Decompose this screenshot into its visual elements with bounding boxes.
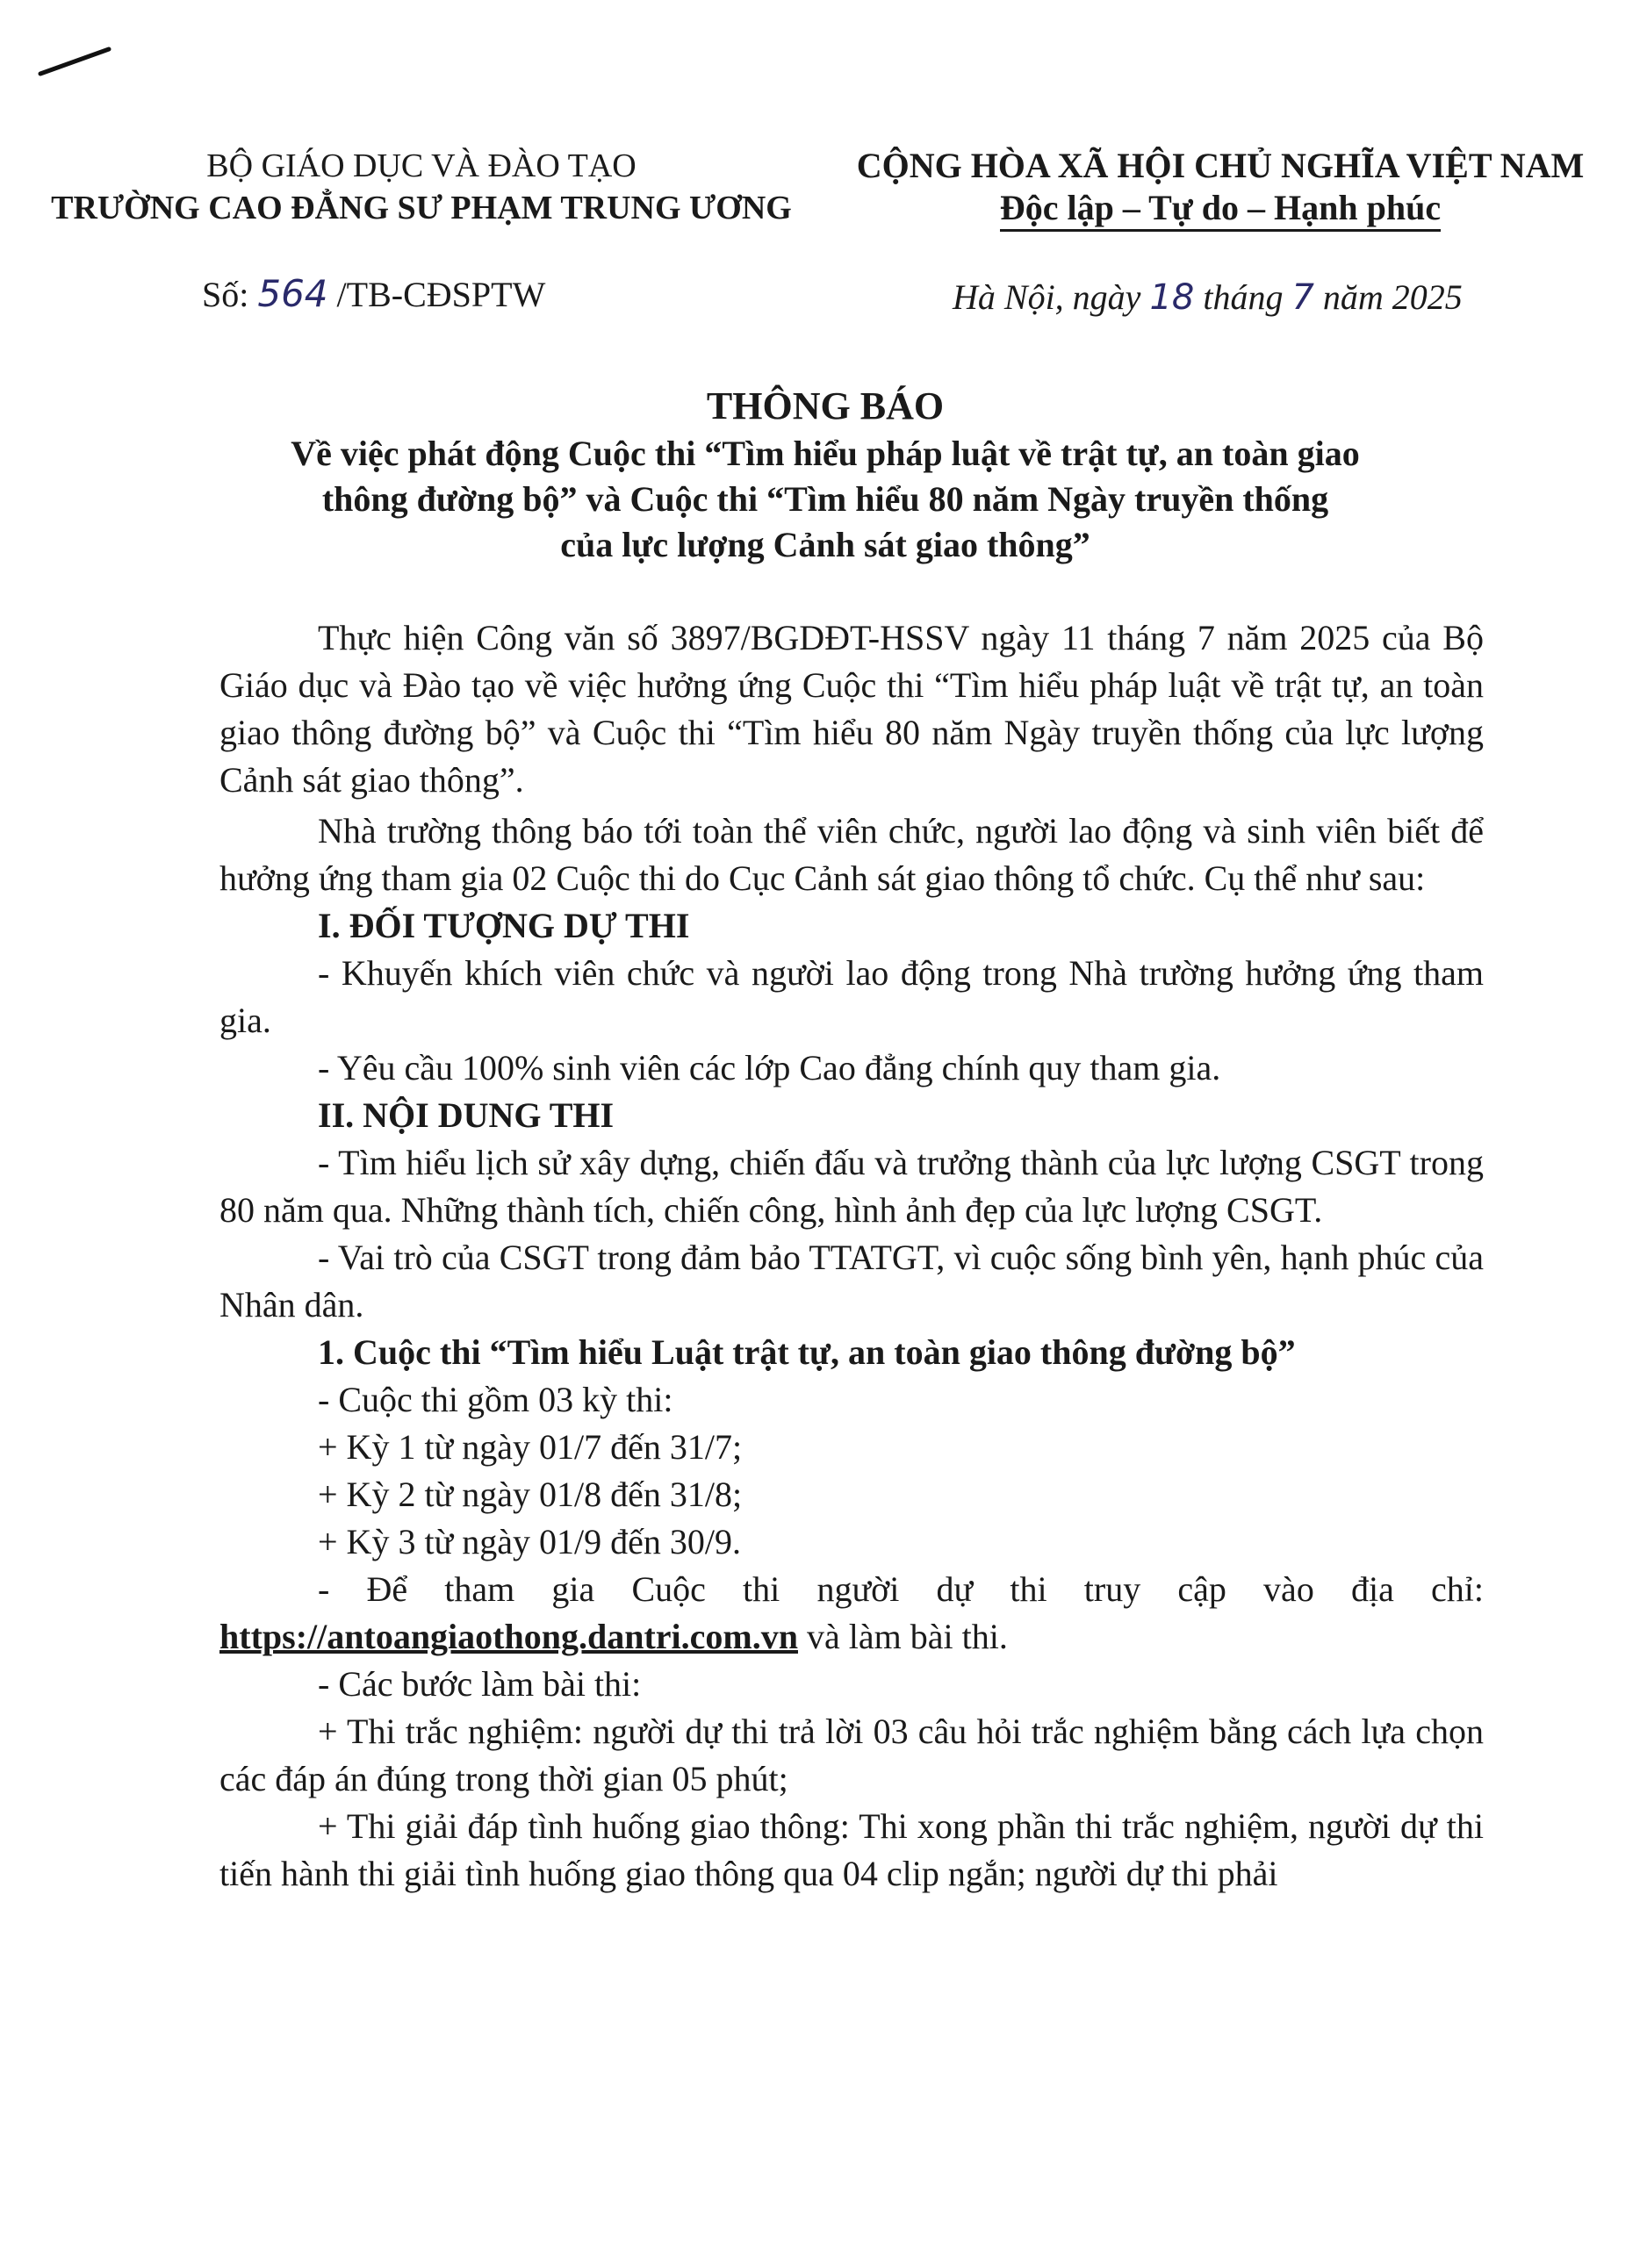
title-line-2: thông đường bộ” và Cuộc thi “Tìm hiểu 80 năm Ngày truyền thống <box>321 479 1329 519</box>
contest-url-link[interactable]: https://antoangiaothong.dantri.com.vn <box>219 1617 798 1656</box>
access-url-line <box>219 1613 1484 1661</box>
heading-participants: I. ĐỐI TƯỢNG DỰ THI <box>318 906 690 945</box>
step-quiz: + Thi trắc nghiệm: người dự thi trả lời 03 câu hỏi trắc nghiệm bằng cách lựa chọn các đáp án đúng trong thời gian 05 phút; <box>219 1712 1484 1798</box>
date-month-word: tháng <box>1203 277 1284 317</box>
heading-content: II. NỘI DUNG THI <box>318 1095 615 1135</box>
national-motto: Độc lập – Tự do – Hạnh phúc <box>1000 188 1441 232</box>
national-header <box>825 145 1615 229</box>
heading-contest-1: 1. Cuộc thi “Tìm hiểu Luật trật tự, an toàn giao thông đường bộ” <box>318 1332 1296 1372</box>
ministry-name: BỘ GIÁO DỤC VÀ ĐÀO TẠO <box>206 147 637 184</box>
step-situations: + Thi giải đáp tình huống giao thông: Thi xong phần thi trắc nghiệm, người dự thi tiến hành thi giải tình huống giao thông qua 04 clip ngắn; người dự thi phải <box>219 1806 1484 1893</box>
republic-name: CỘNG HÒA XÃ HỘI CHỦ NGHĨA VIỆT NAM <box>856 146 1585 185</box>
round-3: + Kỳ 3 từ ngày 01/9 đến 30/9. <box>318 1522 741 1561</box>
title-line-3: của lực lượng Cảnh sát giao thông” <box>560 525 1090 564</box>
date-year: năm 2025 <box>1322 277 1463 317</box>
bullet-rounds: - Cuộc thi gồm 03 kỳ thi: <box>318 1380 673 1419</box>
document-body <box>219 614 1484 1898</box>
pen-stroke-mark <box>35 44 114 79</box>
access-url-tail: và làm bài thi. <box>797 1617 1008 1656</box>
issuer-header <box>35 145 808 229</box>
number-prefix: Số: <box>202 275 249 314</box>
bullet-role: - Vai trò của CSGT trong đảm bảo TTATGT, vì cuộc sống bình yên, hạnh phúc của Nhân dân. <box>219 1238 1484 1324</box>
bullet-students: - Yêu cầu 100% sinh viên các lớp Cao đẳng chính quy tham gia. <box>318 1048 1221 1087</box>
date-place: Hà Nội, ngày <box>953 277 1141 317</box>
bullet-steps: - Các bước làm bài thi: <box>318 1664 642 1704</box>
paragraph-intro: Thực hiện Công văn số 3897/BGDĐT-HSSV ngày 11 tháng 7 năm 2025 của Bộ Giáo dục và Đào tạo về việc hưởng ứng Cuộc thi “Tìm hiểu pháp luật về trật tự, an toàn giao thông đường bộ” và Cuộc thi “Tìm hiểu 80 năm Ngày truyền thống của lực lượng Cảnh sát giao thông”. <box>219 618 1484 800</box>
paragraph-notice: Nhà trường thông báo tới toàn thể viên chức, người lao động và sinh viên biết để hưởng ứng tham gia 02 Cuộc thi do Cục Cảnh sát giao thông tổ chức. Cụ thể như sau: <box>219 811 1484 898</box>
title-line-1: Về việc phát động Cuộc thi “Tìm hiểu pháp luật về trật tự, an toàn giao <box>291 434 1360 473</box>
bullet-access: - Để tham gia Cuộc thi người dự thi truy cập vào địa chỉ: <box>318 1569 1484 1609</box>
issue-date <box>953 276 1463 318</box>
bullet-history: - Tìm hiểu lịch sử xây dựng, chiến đấu và trưởng thành của lực lượng CSGT trong 80 năm qua. Những thành tích, chiến công, hình ảnh đẹp của lực lượng CSGT. <box>219 1143 1484 1230</box>
round-1: + Kỳ 1 từ ngày 01/7 đến 31/7; <box>318 1427 743 1467</box>
round-2: + Kỳ 2 từ ngày 01/8 đến 31/8; <box>318 1475 743 1514</box>
date-day-handwritten: 18 <box>1149 277 1195 318</box>
bullet-staff: - Khuyến khích viên chức và người lao động trong Nhà trường hưởng ứng tham gia. <box>219 953 1484 1040</box>
number-suffix: /TB-CĐSPTW <box>336 275 546 314</box>
date-month-handwritten: 7 <box>1291 277 1314 318</box>
document-title <box>132 382 1519 568</box>
document-number <box>202 272 545 315</box>
school-name: TRƯỜNG CAO ĐẲNG SƯ PHẠM TRUNG ƯƠNG <box>51 190 792 226</box>
number-handwritten: 564 <box>257 272 328 315</box>
title-main: THÔNG BÁO <box>706 384 945 427</box>
